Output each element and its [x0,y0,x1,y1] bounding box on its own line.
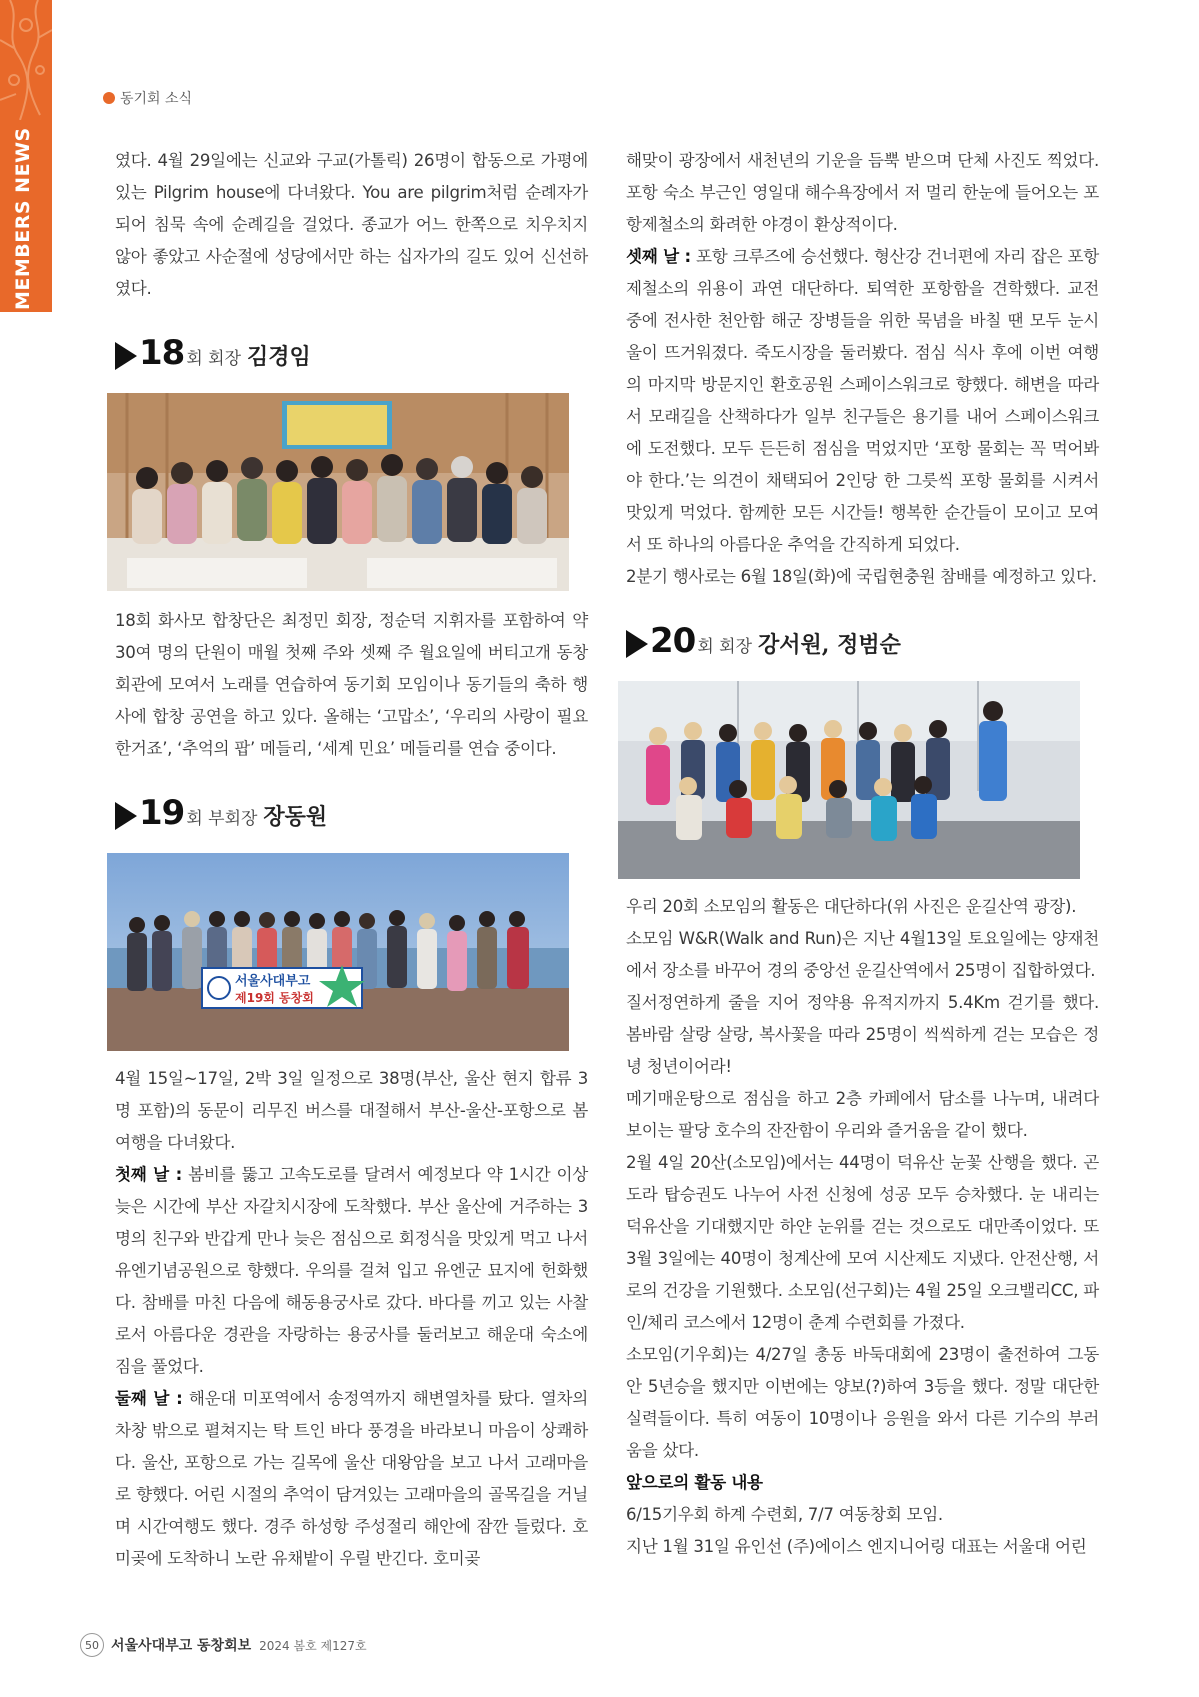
triangle-arrow-icon [626,630,648,658]
future-title [626,1467,1099,1499]
future-line-1: 6/15기우회 하계 수련회, 7/7 여동창회 모임. [626,1505,943,1524]
day3-text: 포항 크루즈에 승선했다. 형산강 건너편에 자리 잡은 포항제철소의 위용이 과연 대단하다. 퇴역한 포항함을 견학했다. 교전 중에 전사한 천안함 해군 장병들을 위한 묵념을 바칠 땐 모두 눈시울이 뜨거워졌다. 죽도시장을 둘러봤다. 점심 식사 후에 이번 여행의 마지막 방문지인 환호공원 스페이스워크로 향했다. 해변을 따라서 모래길을 산책하다가 일부 친구들은 용기를 내어 스페이스워크에 도전했다. 모두 든든히 점심을 먹었지만 ‘포항 물회는 꼭 먹어봐야 한다.’는 의견이 채택되어 2인당 한 그릇씩 포항 물회를 시켜서 맛있게 먹었다. 함께한 모든 시간들! 행복한 순간들이 모이고 모여서 또 하나의 아름다운 추억을 간직하게 되었다. [626,247,1099,554]
page-number: 50 [80,1633,104,1657]
class-role: 회 부회장 [186,809,258,829]
triangle-arrow-icon [115,802,137,830]
section-tag [103,88,192,108]
floral-pattern-icon [0,0,52,120]
trip-photo [107,853,569,1051]
class-role: 회 회장 [697,637,752,657]
left-column [115,145,588,1575]
paragraph-day2 [115,1383,588,1575]
future-line-2: 지난 1월 31일 유인선 (주)에이스 엔지니어링 대표는 서울대 어린 [626,1537,1087,1556]
choir-photo [107,393,569,591]
paragraph-day3 [626,241,1099,561]
day1-text: 봄비를 뚫고 고속도로를 달려서 예정보다 약 1시간 이상 늦은 시간에 부산 자갈치시장에 도착했다. 부산 울산에 거주하는 3명의 친구와 반갑게 만나 늦은 점심으로 회정식을 맛있게 먹고 나서 유엔기념공원으로 향했다. 우의를 걸쳐 입고 유엔군 묘지에 헌화했다. 참배를 마친 다음에 해동용궁사로 갔다. 바다를 끼고 있는 사찰로서 아름다운 경관을 자랑하는 용궁사를 둘러보고 해운대 숙소에 짐을 풀었다. [115,1165,588,1376]
walking-group-photo [618,681,1080,879]
paragraph-20f: 소모임(기우회)는 4/27일 총동 바둑대회에 23명이 출전하여 그동안 5년승을 했지만 이번에는 양보(?)하여 3등을 했다. 정말 대단한 실력들이다. 특히 여동이 10명이나 응원을 와서 다른 기수의 부러움을 샀다. [626,1345,1099,1460]
bullet-dot-icon [103,92,115,104]
paragraph-20a: 우리 20회 소모임의 활동은 대단하다(위 사진은 운길산역 광장). [626,897,1077,916]
triangle-arrow-icon [115,342,137,370]
heading-19 [115,793,588,839]
day3-label: 셋째 날 : [626,247,691,266]
day2-label: 둘째 날 : [115,1389,183,1408]
paragraph-20e: 2월 4일 20산(소모임)에서는 44명이 덕유산 눈꽃 산행을 했다. 곤도라 탑승권도 나누어 사전 신청에 성공 모두 승차했다. 눈 내리는 덕유산을 기대했지만 하얀 눈위를 걷는 것으로도 대만족이었다. 또 3월 3일에는 40명이 청계산에 모여 시산제도 지냈다. 안전산행, 서로의 건강을 기원했다. 소모임(선구회)는 4월 25일 오크밸리CC, 파인/체리 코스에서 12명이 춘계 수련회를 가졌다. [626,1153,1099,1332]
paragraph-20b: 소모임 W&R(Walk and Run)은 지난 4월13일 토요일에는 양재천에서 장소를 바꾸어 경의 중앙선 운길산역에서 25명이 집합하였다. [626,929,1099,980]
class-person-name: 장동원 [263,804,328,830]
paragraph-continued: 해맞이 광장에서 새천년의 기운을 듬뿍 받으며 단체 사진도 찍었다. 포항 숙소 부근인 영일대 해수욕장에서 저 멀리 한눈에 들어오는 포항제철소의 화려한 야경이 환상적이다. [626,151,1099,234]
issue-label: 2024 봄호 제127호 [259,1638,367,1653]
class-number: 19 [139,793,185,833]
class-person-name: 강서원, 정범순 [758,632,901,658]
class-number: 20 [650,621,696,661]
publication-name: 서울사대부고 동창회보 [111,1638,252,1654]
heading-20 [626,621,1099,667]
paragraph-q2: 2분기 행사로는 6월 18일(화)에 국립현충원 참배를 예정하고 있다. [626,567,1097,586]
paragraph-day1 [115,1159,588,1383]
section-tag-label: 동기회 소식 [120,91,193,107]
class-person-name: 김경임 [247,344,311,370]
right-column [626,145,1099,1563]
page-footer [80,1633,367,1657]
intro-paragraph: 였다. 4월 29일에는 신교와 구교(가톨릭) 26명이 합동으로 가평에 있는 Pilgrim house에 다녀왔다. You are pilgrim처럼 순례자가 되어 침묵 속에 순례길을 걸었다. 종교가 어느 한쪽으로 치우치지 않아 좋았고 사순절에 성당에서만 하는 십자가의 길도 있어 신선하였다. [115,151,588,298]
banner-line-1: 서울사대부고 [235,974,311,989]
paragraph-20c: 질서정연하게 줄을 지어 정약용 유적지까지 5.4Km 걷기를 했다. 봄바람 살랑 살랑, 복사꽃을 따라 25명이 씩씩하게 걷는 모습은 정녕 청년이어라! [626,993,1099,1076]
members-news-tab [0,0,52,312]
members-news-label: MEMBERS NEWS [12,127,34,310]
paragraph-20d: 메기매운탕으로 점심을 하고 2층 카페에서 담소를 나누며, 내려다 보이는 팔당 호수의 잔잔함이 우리와 즐거움을 같이 했다. [626,1089,1099,1140]
future-title-text: 앞으로의 활동 내용 [626,1473,763,1492]
heading-18 [115,333,588,379]
day2-text: 해운대 미포역에서 송정역까지 해변열차를 탔다. 열차의 차창 밖으로 펼쳐지는 탁 트인 바다 풍경을 바라보니 마음이 상쾌하다. 울산, 포항으로 가는 길목에 울산 대왕암을 보고 나서 고래마을로 향했다. 어린 시절의 추억이 담겨있는 고래마을의 골목길을 거닐며 시간여행도 했다. 경주 하성항 주성절리 해안에 잠깐 들렀다. 호미곶에 도착하니 노란 유채밭이 우릴 반긴다. 호미곶 [115,1389,589,1568]
day1-label: 첫째 날 : [115,1165,182,1184]
banner-line-2: 제19회 동창회 [235,991,314,1005]
class-role: 회 회장 [186,349,241,369]
class-number: 18 [139,333,185,373]
paragraph-18: 18회 화사모 합창단은 최정민 회장, 정순덕 지휘자를 포함하여 약 30여 명의 단원이 매월 첫째 주와 셋째 주 월요일에 버티고개 동창회관에 모여서 노래를 연습하여 동기회 모임이나 동기들의 축하 행사에 합창 공연을 하고 있다. 올해는 ‘고맙소’, ‘우리의 사랑이 필요한거죠’, ‘추억의 팝’ 메들리, ‘세계 민요’ 메들리를 연습 중이다. [115,611,588,758]
paragraph-19-intro: 4월 15일~17일, 2박 3일 일정으로 38명(부산, 울산 현지 합류 3명 포함)의 동문이 리무진 버스를 대절해서 부산-울산-포항으로 봄 여행을 다녀왔다. [115,1069,588,1152]
